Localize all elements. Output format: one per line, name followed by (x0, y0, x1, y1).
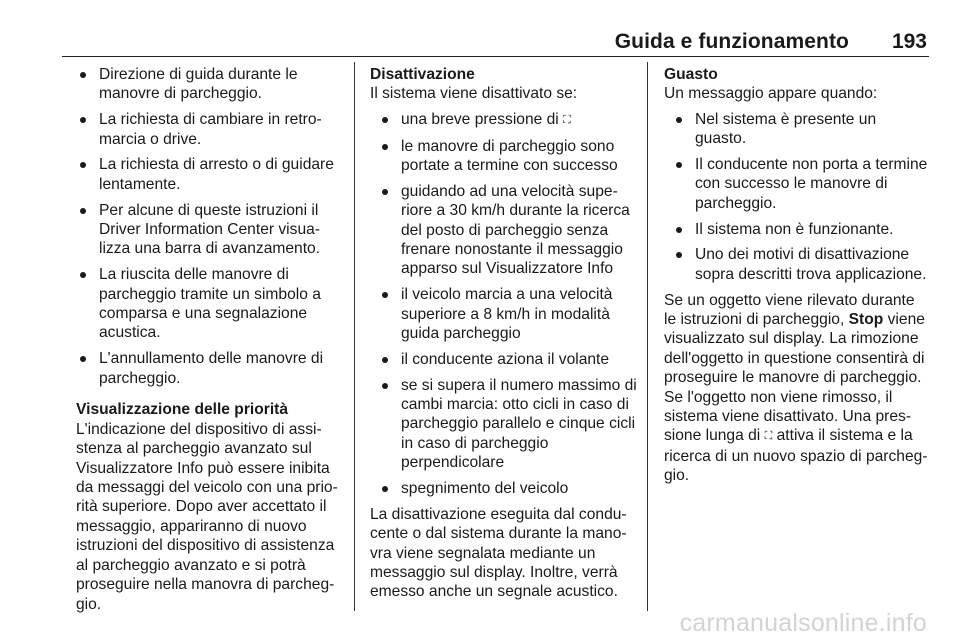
header-rule (62, 56, 929, 57)
watermark: carmanualsonline.info (679, 609, 927, 637)
fault-intro: Un messaggio appare quando: (664, 85, 878, 103)
bullet-dot (382, 117, 388, 123)
column-middle (370, 65, 640, 602)
bullet-dot (80, 72, 86, 78)
column-divider-left (354, 62, 355, 611)
bullet-dot (80, 162, 86, 168)
parking-button-icon: ⛶ (563, 112, 571, 126)
list-item: guidando ad una velocità superiore a 30 km/h durante la ricerca del posto di parcheggio senza frenare nonostante il messaggio apparso sul Visualizzatore Info (378, 182, 640, 279)
bullet-dot (382, 144, 388, 150)
page-title: Guida e funzionamento (614, 30, 849, 53)
list-item: le manovre di parcheggio sono portate a termine con successo (378, 137, 640, 176)
stop-label: Stop (848, 311, 884, 329)
column-left (76, 65, 342, 614)
guidance-bullet-list (76, 65, 342, 388)
bullet-dot (676, 227, 682, 233)
bullet-dot (80, 272, 86, 278)
list-item: il conducente aziona il volante (378, 350, 640, 369)
priority-paragraph: L'indicazione del dispositivo di assistenza al parcheggio avanzato sul Visualizzatore Info può essere inibita da messaggi del veicolo con una priorità superiore. Dopo aver accettato il messaggio, appariranno di nuovo istruzioni del dispositivo di assistenza al parcheggio avanzato e si potrà proseguire nella manovra di parcheggio. (76, 420, 338, 613)
bullet-dot (382, 383, 388, 389)
deactivation-paragraph: La disattivazione eseguita dal conducente o dal sistema durante la manovra viene segnalata mediante un messaggio sul display. Inoltre, verrà emesso anche un segnale acustico. (370, 505, 627, 601)
page-header (0, 0, 960, 60)
fault-paragraph: Se un oggetto viene rilevato durante le istruzioni di parcheggio, Stop viene visualizzato sul display. La rimozione dell'oggetto in questione consentirà di proseguire le manovre di parcheggio. Se l'oggetto non viene rimosso, il sistema viene disattivato. Una pressione lunga di ⛶ attiva il sistema e la ricerca di un nuovo spazio di parcheggio. (664, 291, 928, 485)
section-heading-priority: Visualizzazione delle priorità (76, 401, 289, 419)
section-heading-deactivation: Disattivazione (370, 66, 475, 83)
column-divider-right (647, 62, 648, 611)
list-item: La riuscita delle manovre di parcheggio tramite un simbolo a comparsa e una segnalazione acustica. (76, 265, 342, 343)
deactivation-bullet-list (370, 110, 640, 499)
list-item: Nel sistema è presente un guasto. (672, 110, 930, 149)
list-item: L'annullamento delle manovre di parcheggio. (76, 349, 342, 388)
list-item: La richiesta di arresto o di guidare lentamente. (76, 155, 342, 194)
bullet-dot (80, 117, 86, 123)
bullet-dot (676, 252, 682, 258)
section-heading-fault: Guasto (664, 66, 718, 83)
bullet-dot (80, 208, 86, 214)
bullet-dot (382, 357, 388, 363)
column-right (664, 65, 930, 486)
list-item: Direzione di guida durante le manovre di parcheggio. (76, 65, 342, 104)
list-item: se si supera il numero massimo di cambi marcia: otto cicli in caso di parcheggio parallelo e cinque cicli in caso di parcheggio perpendicolare (378, 376, 640, 473)
list-item: Il conducente non porta a termine con successo le manovre di parcheggio. (672, 155, 930, 213)
fault-bullet-list (664, 110, 930, 284)
bullet-dot (382, 486, 388, 492)
list-item: Il sistema non è funzionante. (672, 220, 930, 239)
list-item: Uno dei motivi di disattivazione sopra descritti trova applicazione. (672, 245, 930, 284)
list-item: La richiesta di cambiare in retromarcia o drive. (76, 110, 342, 149)
parking-button-icon: ⛶ (764, 429, 773, 443)
bullet-dot (382, 189, 388, 195)
bullet-dot (382, 292, 388, 298)
list-item: una breve pressione di ⛶ (378, 110, 640, 130)
list-item: Per alcune di queste istruzioni il Driver Information Center visualizza una barra di avanzamento. (76, 201, 342, 259)
bullet-dot (676, 117, 682, 123)
bullet-dot (80, 356, 86, 362)
deactivation-intro: Il sistema viene disattivato se: (370, 85, 578, 103)
bullet-dot (676, 162, 682, 168)
list-item: spegnimento del veicolo (378, 479, 640, 498)
list-item: il veicolo marcia a una velocità superiore a 8 km/h in modalità guida parcheggio (378, 285, 640, 343)
page-number: 193 (891, 30, 927, 53)
